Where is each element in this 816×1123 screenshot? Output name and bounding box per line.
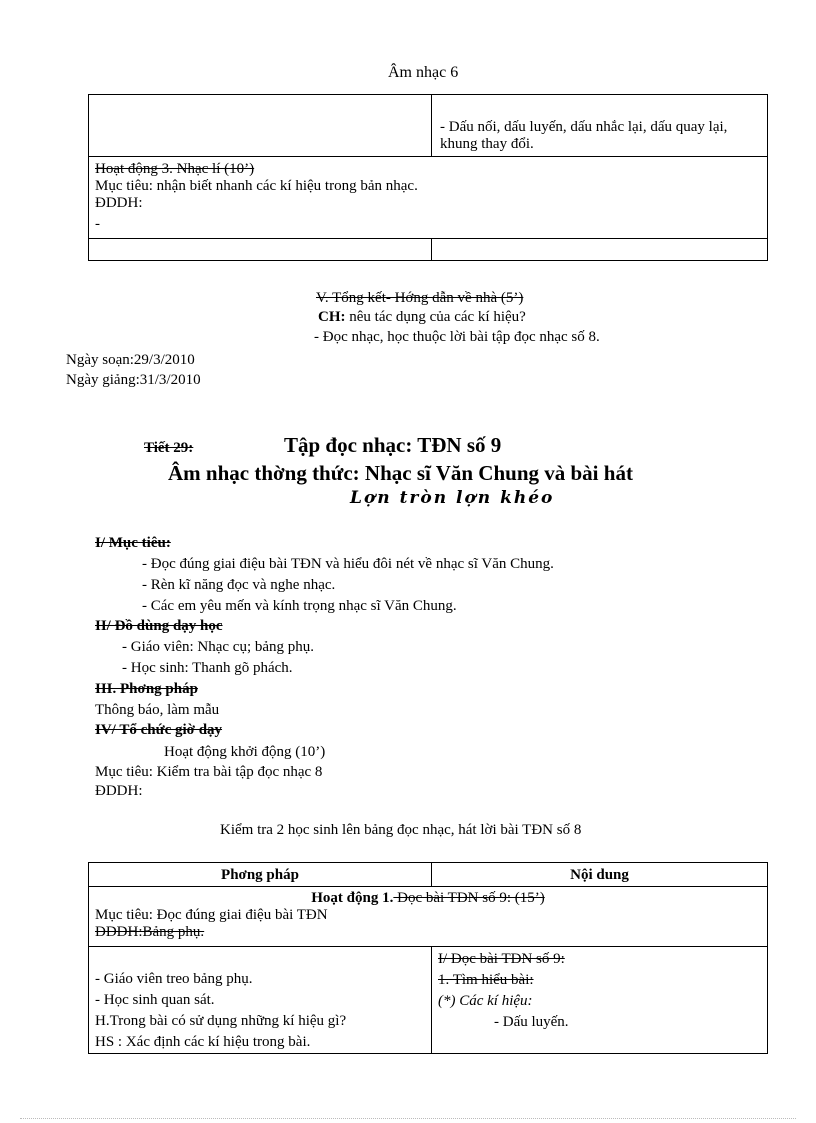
summary-heading: V. Tổng kết- Hớng dẫn về nhà (5’) — [316, 290, 524, 306]
goal-item-3: - Các em yêu mến và kính trọng nhạc sĩ Văn Chung. — [142, 598, 457, 614]
check-text: Kiểm tra 2 học sinh lên bảng đọc nhạc, hát lời bài TĐN số 8 — [220, 822, 582, 838]
goal-item-2: - Rèn kĩ năng đọc và nghe nhạc. — [142, 577, 336, 593]
bottom-table — [88, 862, 768, 1054]
tool-item-2: - Học sinh: Thanh gõ phách. — [122, 660, 293, 676]
lesson-title-1: Tập đọc nhạc: TĐN số 9 — [284, 433, 502, 457]
activity-3-ddh: ĐDDH: — [95, 195, 143, 211]
activity-1-heading — [95, 890, 761, 907]
method-line-2: - Học sinh quan sát. — [95, 992, 215, 1008]
content-item-3: - Dấu luyến. — [494, 1014, 569, 1030]
goals-heading: I/ Mục tiêu: — [95, 535, 171, 551]
lesson-title-2: Âm nhạc thờng thức: Nhạc sĩ Văn Chung và bài hát — [168, 461, 633, 485]
warmup-ddh: ĐDDH: — [95, 783, 143, 799]
activity-3-goal: Mục tiêu: nhận biết nhanh các kí hiệu trong bản nhạc. — [95, 178, 418, 194]
org-heading: IV/ Tổ chức giờ dạy — [95, 722, 223, 738]
method-heading: III. Phơng pháp — [95, 681, 198, 697]
summary-question — [318, 309, 526, 326]
top-table-activity-cell — [89, 157, 768, 239]
page-header: Âm nhạc 6 — [388, 64, 459, 81]
activity-1-goal: Mục tiêu: Đọc đúng giai điệu bài TĐN — [95, 907, 328, 923]
goal-item-1: - Đọc đúng giai điệu bài TĐN và hiểu đôi nét về nhạc sĩ Văn Chung. — [142, 556, 554, 572]
method-line-1: - Giáo viên treo bảng phụ. — [95, 971, 253, 987]
col-header-method: Phơng pháp — [89, 863, 432, 887]
activity-1-cell — [89, 887, 768, 947]
tool-item-1: - Giáo viên: Nhạc cụ; bảng phụ. — [122, 639, 315, 655]
method-text: Thông báo, làm mẫu — [95, 702, 220, 718]
content-cell — [432, 947, 768, 1054]
top-table — [88, 94, 768, 261]
method-cell — [89, 947, 432, 1054]
ch-label: CH: — [318, 309, 346, 325]
activity-1-title: Đọc bài TĐN số 9: (15’) — [393, 890, 545, 906]
page-bottom-divider — [20, 1118, 796, 1119]
tools-heading: II/ Đồ dùng dạy học — [95, 618, 223, 634]
summary-task: - Đọc nhạc, học thuộc lời bài tập đọc nhạc số 8. — [314, 329, 600, 345]
method-line-4: HS : Xác định các kí hiệu trong bài. — [95, 1034, 311, 1050]
content-item-2: (*) Các kí hiệu: — [438, 993, 533, 1009]
activity-3-dash: - — [95, 216, 100, 232]
top-table-empty-left — [89, 239, 432, 261]
warmup-goal: Mục tiêu: Kiểm tra bài tập đọc nhạc 8 — [95, 764, 323, 780]
top-table-cell-symbols: - Dấu nối, dấu luyến, dấu nhắc lại, dấu quay lại, khung thay đổi. — [432, 95, 768, 157]
col-header-content: Nội dung — [432, 863, 768, 887]
activity-3-heading: Hoạt động 3. Nhạc lí (10’) — [95, 161, 255, 177]
method-line-3: H.Trong bài có sử dụng những kí hiệu gì? — [95, 1013, 347, 1029]
activity-1-label: Hoạt động 1. — [311, 890, 394, 906]
date-taught: Ngày giảng:31/3/2010 — [66, 372, 201, 388]
lesson-period: Tiết 29: — [144, 440, 194, 456]
date-prepared: Ngày soạn:29/3/2010 — [66, 352, 195, 368]
song-title: Lợn tròn lợn khéo — [350, 488, 555, 508]
content-heading: I/ Đọc bài TĐN số 9: — [438, 951, 565, 967]
activity-1-ddh: ĐDDH:Bảng phụ. — [95, 924, 205, 940]
warmup-heading: Hoạt động khởi động (10’) — [164, 744, 326, 760]
top-table-cell-empty — [89, 95, 432, 157]
top-table-empty-right — [432, 239, 768, 261]
ch-text: nêu tác dụng của các kí hiệu? — [345, 309, 526, 325]
content-item-1: 1. Tìm hiểu bài: — [438, 972, 534, 988]
